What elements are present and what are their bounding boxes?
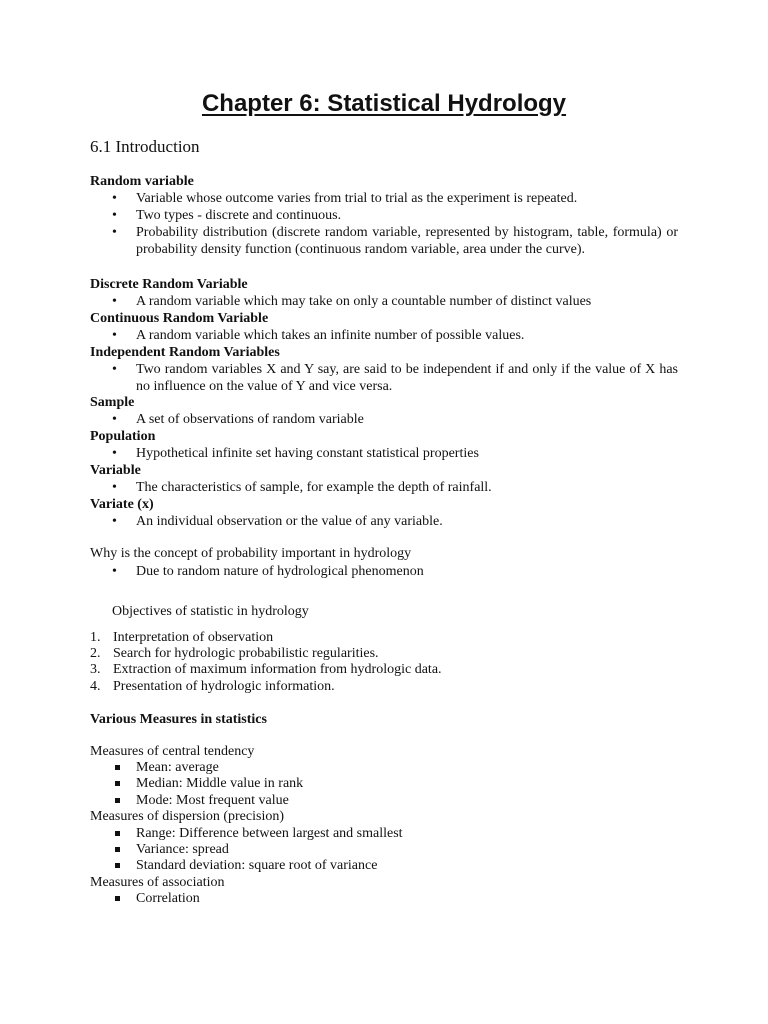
bullet-icon: • [112, 225, 117, 240]
list-item: Hypothetical infinite set having constant statistical properties [136, 446, 479, 461]
bullet-icon: • [112, 208, 117, 223]
bullet-icon: • [112, 446, 117, 461]
bullet-icon: • [112, 362, 117, 377]
list-item: Probability distribution (discrete random variable, represented by histogram, table, formula) or probability density function (continuous random variable, area under the curve). [136, 225, 678, 257]
list-item: Search for hydrologic probabilistic regularities. [113, 646, 379, 661]
square-bullet-icon [115, 798, 120, 803]
association-heading: Measures of association [90, 875, 225, 890]
square-bullet-icon [115, 863, 120, 868]
bullet-icon: • [112, 564, 117, 579]
list-number: 3. [90, 662, 101, 677]
square-bullet-icon [115, 847, 120, 852]
section-heading: 6.1 Introduction [90, 137, 200, 156]
chapter-title: Chapter 6: Statistical Hydrology [201, 90, 567, 117]
list-number: 4. [90, 679, 101, 694]
sample-heading: Sample [90, 395, 135, 410]
list-item: Variable whose outcome varies from trial to trial as the experiment is repeated. [136, 191, 578, 206]
dispersion-heading: Measures of dispersion (precision) [90, 809, 285, 824]
list-item: Mean: average [136, 760, 219, 775]
list-item: Two random variables X and Y say, are said to be independent if and only if the value of X has no influence on the value of Y and vice versa. [136, 362, 678, 394]
bullet-icon: • [112, 294, 117, 309]
list-number: 1. [90, 630, 101, 645]
list-item: Range: Difference between largest and smallest [136, 826, 403, 841]
list-item: Correlation [136, 891, 200, 906]
bullet-icon: • [112, 412, 117, 427]
central-tendency-heading: Measures of central tendency [90, 744, 255, 759]
population-heading: Population [90, 429, 156, 444]
list-item: A random variable which takes an infinite number of possible values. [136, 328, 525, 343]
list-item: Mode: Most frequent value [136, 793, 289, 808]
list-item: Median: Middle value in rank [136, 776, 304, 791]
list-item: Presentation of hydrologic information. [113, 679, 335, 694]
independent-heading: Independent Random Variables [90, 345, 280, 360]
bullet-icon: • [112, 514, 117, 529]
list-number: 2. [90, 646, 101, 661]
random-variable-heading: Random variable [90, 174, 194, 189]
why-question: Why is the concept of probability important in hydrology [90, 546, 412, 561]
list-item: Interpretation of observation [113, 630, 274, 645]
list-item: An individual observation or the value of any variable. [136, 514, 443, 529]
list-item: A random variable which may take on only a countable number of distinct values [136, 294, 592, 309]
list-item: Due to random nature of hydrological phenomenon [136, 564, 424, 579]
square-bullet-icon [115, 765, 120, 770]
list-item: The characteristics of sample, for example the depth of rainfall. [136, 480, 492, 495]
bullet-icon: • [112, 480, 117, 495]
measures-heading: Various Measures in statistics [90, 712, 267, 727]
list-item: A set of observations of random variable [136, 412, 364, 427]
list-item: Extraction of maximum information from hydrologic data. [113, 662, 442, 677]
continuous-heading: Continuous Random Variable [90, 311, 269, 326]
square-bullet-icon [115, 896, 120, 901]
bullet-icon: • [112, 191, 117, 206]
discrete-heading: Discrete Random Variable [90, 277, 248, 292]
objectives-heading: Objectives of statistic in hydrology [112, 604, 309, 619]
variate-heading: Variate (x) [90, 497, 154, 512]
bullet-icon: • [112, 328, 117, 343]
variable-heading: Variable [90, 463, 141, 478]
list-item: Variance: spread [136, 842, 229, 857]
square-bullet-icon [115, 781, 120, 786]
list-item: Two types - discrete and continuous. [136, 208, 342, 223]
square-bullet-icon [115, 831, 120, 836]
list-item: Standard deviation: square root of variance [136, 858, 378, 873]
